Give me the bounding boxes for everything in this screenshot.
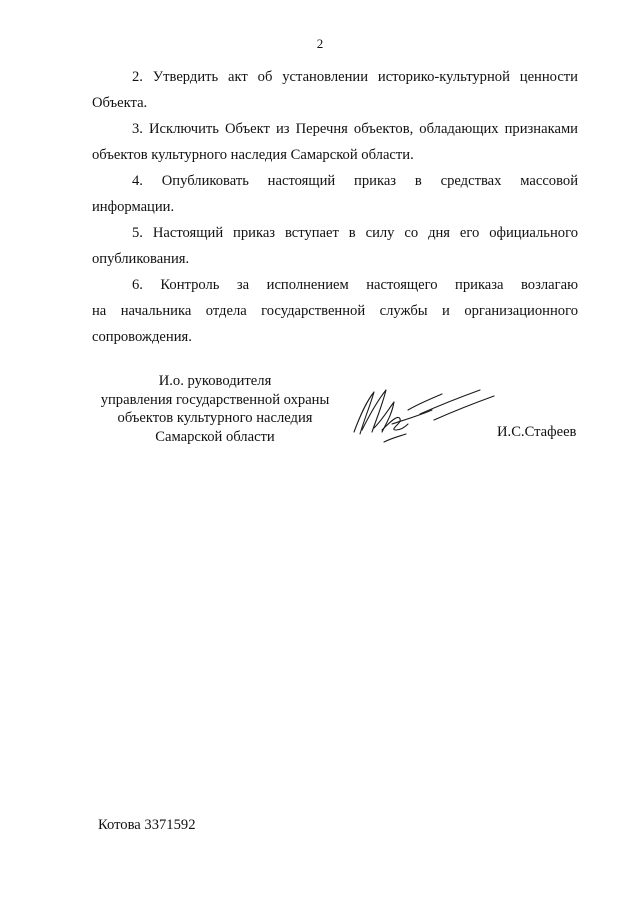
handwritten-signature: [348, 380, 508, 448]
signer-name: И.С.Стафеев: [497, 424, 577, 440]
paragraph-approve-act: [92, 64, 578, 116]
paragraph-line: информации.: [92, 199, 175, 215]
paragraph-line: 4. Опубликовать настоящий приказ в средствах массовой: [132, 173, 578, 189]
paragraph-line: 6. Контроль за исполнением настоящего приказа возлагаю: [132, 277, 578, 293]
position-line: И.о. руководителя: [158, 373, 272, 389]
paragraph-line: опубликования.: [92, 251, 190, 267]
signatory-position: [70, 372, 360, 446]
paragraph-exclude-object: [92, 116, 578, 168]
paragraph-line: 5. Настоящий приказ вступает в силу со дня его официального: [132, 225, 578, 241]
position-line: объектов культурного наследия: [117, 410, 313, 426]
order-body: [92, 64, 578, 350]
position-line: Самарской области: [155, 428, 275, 445]
paragraph-control: [92, 272, 578, 350]
paragraph-entry-into-force: [92, 220, 578, 272]
paragraph-publish: [92, 168, 578, 220]
paragraph-line: на начальника отдела государственной службы и организационного: [92, 303, 578, 319]
paragraph-line: сопровождения.: [92, 329, 192, 345]
page-number: 2: [316, 36, 324, 51]
paragraph-line: 2. Утвердить акт об установлении историко-культурной ценности: [132, 69, 578, 85]
paragraph-line: объектов культурного наследия Самарской области.: [92, 147, 414, 163]
position-line: управления государственной охраны: [100, 391, 330, 408]
paragraph-line: 3. Исключить Объект из Перечня объектов, обладающих признаками: [132, 121, 578, 137]
executor-contact: Котова 3371592: [98, 817, 196, 833]
paragraph-line: Объекта.: [92, 95, 148, 111]
